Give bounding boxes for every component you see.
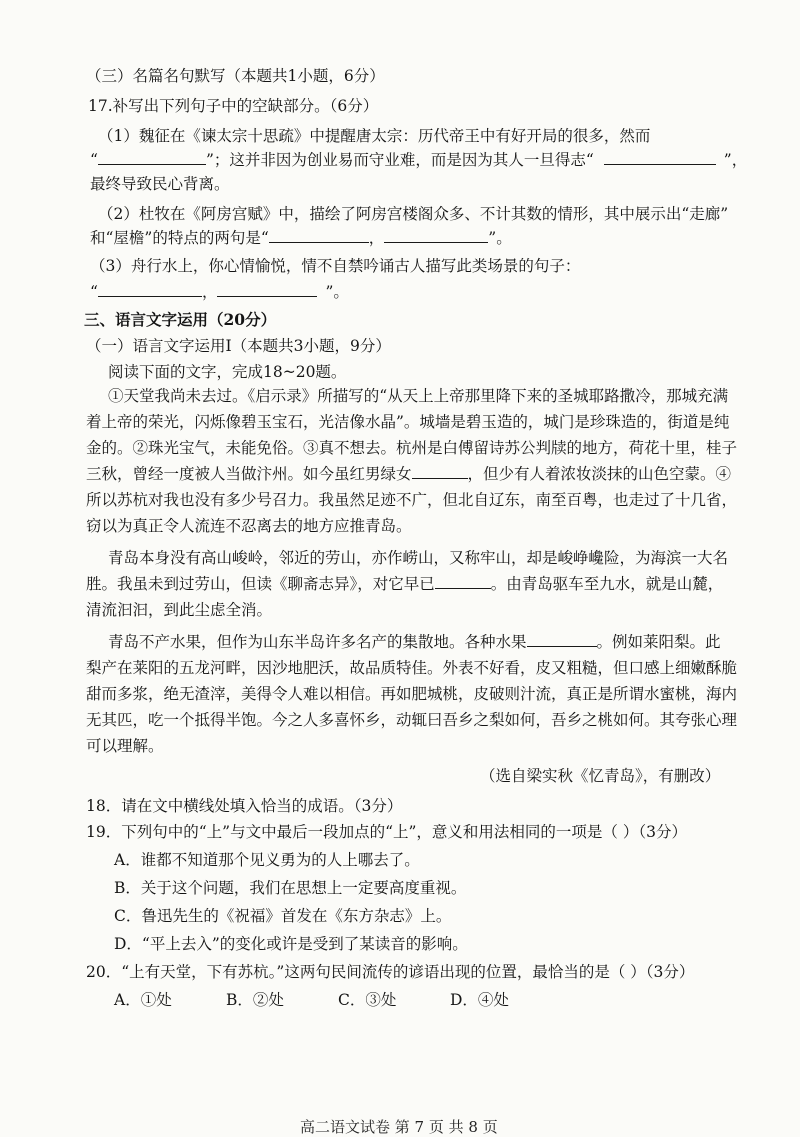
passage-line: 清流汩汩，到此尘虑全消。 (86, 601, 273, 619)
q18-stem: 18．请在文中横线处填入恰当的成语。（3分） (86, 797, 403, 815)
q20-option-d[interactable]: D．④处 (450, 991, 509, 1009)
passage-line: 可以理解。 (86, 737, 164, 755)
q17-part3-line2 (90, 282, 349, 302)
passage-line (86, 464, 731, 484)
q19-option-c[interactable]: C．鲁迅先生的《祝福》首发在《东方杂志》上。 (114, 907, 452, 925)
q17-part2-line2 (90, 228, 512, 248)
q20-option-b[interactable]: B．②处 (226, 991, 284, 1009)
q20-options (114, 990, 509, 1010)
q20-option-c[interactable]: C．③处 (338, 991, 397, 1009)
read-instruction: 阅读下面的文字，完成18~20题。 (108, 363, 347, 381)
q19-option-d[interactable]: D．“平上去入”的变化或许是受到了某读音的影响。 (114, 935, 468, 953)
passage-source: （选自梁实秋《忆青岛》，有删改） (480, 767, 721, 785)
passage-line: 金的。②珠光宝气，未能免俗。③真不想去。杭州是白傅留诗苏公判牍的地方，荷花十里，桂子 (86, 439, 738, 457)
passage-line: 梨产在莱阳的五龙河畔，因沙地肥沃，故品质特佳。外表不好看，皮又粗糙，但口感上细嫩酥脆 (86, 659, 738, 677)
q17-part1-mid: ”；这并非因为创业易而守业难，而是因为其人一旦得志“ (205, 151, 594, 169)
q17-part2-end: ”。 (488, 229, 512, 247)
part-3-heading: 三、语言文字运用（20分） (84, 310, 277, 329)
sub1-heading: （一）语言文字运用Ⅰ（本题共3小题，9分） (86, 337, 391, 355)
passage-text: 。由青岛驱车至九水，就是山麓， (490, 575, 724, 593)
answer-blank[interactable] (269, 228, 369, 243)
q19-option-a[interactable]: A．谁都不知道那个见义勇为的人上哪去了。 (114, 851, 420, 869)
passage-line: 所以苏杭对我也没有多少号召力。我虽然足迹不广，但北自辽东，南至百粤，也走过了十几省， (86, 491, 738, 509)
quote-close: ”， (723, 151, 748, 169)
q17-part1-line1: （1）魏征在《谏太宗十思疏》中提醒唐太宗：历代帝王中有好开局的很多，然而 (98, 127, 651, 145)
page-footer: 高二语文试卷 第 7 页 共 8 页 (300, 1118, 498, 1136)
q20-stem: 20．“上有天堂，下有苏杭。”这两句民间流传的谚语出现的位置，最恰当的是（ ）（3分） (86, 963, 695, 981)
passage-line: 甜而多浆，绝无渣滓，美得令人难以相信。再如肥城桃，皮破则汁流，真正是所谓水蜜桃，海内 (86, 685, 738, 703)
passage-line: 无其匹，吃一个抵得半饱。今之人多喜怀乡，动辄曰吾乡之梨如何，吾乡之桃如何。其夸张心理 (86, 711, 738, 729)
section-3-heading: （三）名篇名句默写（本题共1小题，6分） (86, 67, 385, 85)
quote-open: “ (90, 151, 98, 169)
passage-text: ，但少有人着浓妆淡抹的山色空蒙。④ (467, 465, 732, 483)
q17-part1-line2 (90, 150, 747, 170)
answer-blank[interactable] (384, 228, 488, 243)
q17-part1-line3: 最终导致民心背离。 (90, 175, 230, 193)
quote-open: “ (90, 283, 98, 301)
q19-stem: 19．下列句中的“上”与文中最后一段加点的“上”，意义和用法相同的一项是（ ）（3分） (86, 823, 687, 841)
quote-close: ”。 (325, 283, 349, 301)
comma: ， (201, 283, 218, 301)
passage-line: ①天堂我尚未去过。《启示录》所描写的“从天上上帝那里降下来的圣城耶路撒冷，那城充满 (108, 387, 729, 405)
answer-blank[interactable] (604, 150, 716, 165)
passage-line: 青岛本身没有高山峻岭，邻近的劳山，亦作崂山，又称牢山，却是峻峥巉险，为海滨一大名 (108, 549, 729, 567)
passage-line: 窃以为真正令人流连不忍离去的地方应推青岛。 (86, 517, 412, 535)
q17-part2-line1: （2）杜牧在《阿房宫赋》中，描绘了阿房宫楼阁众多、不计其数的情形，其中展示出“走廊” (98, 205, 729, 223)
passage-text: 青岛不产水果，但作为山东半岛许多名产的集散地。各种水果 (108, 633, 527, 651)
q17-part2-start: 和“屋檐”的特点的两句是“ (90, 229, 269, 247)
q17-part3-line1: （3）舟行水上，你心情愉悦，情不自禁吟诵古人描写此类场景的句子： (90, 257, 581, 275)
comma: ， (368, 229, 385, 247)
passage-line (108, 632, 721, 652)
q19-option-b[interactable]: B．关于这个问题，我们在思想上一定要高度重视。 (114, 879, 467, 897)
passage-line (86, 574, 723, 594)
idiom-blank-2[interactable] (435, 574, 491, 589)
q17-stem: 17.补写出下列句子中的空缺部分。（6分） (88, 97, 379, 115)
idiom-blank-1[interactable] (412, 464, 468, 479)
answer-blank[interactable] (98, 150, 206, 165)
answer-blank[interactable] (98, 282, 202, 297)
answer-blank[interactable] (217, 282, 317, 297)
passage-text: 。例如莱阳梨。此 (596, 633, 721, 651)
passage-line: 着上帝的荣光，闪烁像碧玉宝石，光洁像水晶”。城墙是碧玉造的，城门是珍珠造的，街道是纯 (86, 413, 730, 431)
passage-text: 胜。我虽未到过劳山，但读《聊斋志异》，对它早已 (86, 575, 435, 593)
q20-option-a[interactable]: A．①处 (114, 991, 172, 1009)
idiom-blank-3[interactable] (527, 632, 597, 647)
passage-text: 三秋，曾经一度被人当做汴州。如今虽红男绿女 (86, 465, 412, 483)
